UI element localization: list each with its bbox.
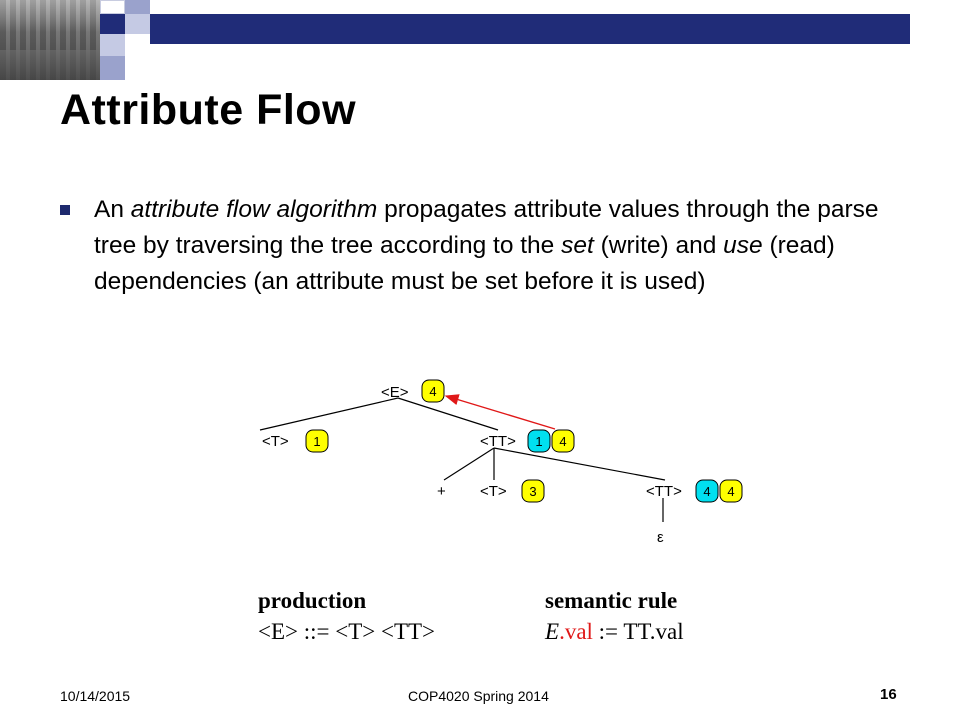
bullet-italic-term: attribute flow algorithm	[130, 196, 378, 223]
tree-node-T: <T>	[262, 433, 289, 450]
tree-edge	[398, 398, 498, 430]
attr-badge-e-val	[422, 380, 444, 402]
deco-square	[100, 56, 125, 80]
bullet-text-part: An	[94, 196, 131, 223]
attr-badge-tt2-out	[720, 480, 742, 502]
parse-tree-diagram	[250, 372, 770, 562]
footer-date: 10/14/2015	[60, 688, 131, 704]
semantic-rhs: := TT.val	[592, 619, 684, 644]
tree-node-TT2: <TT>	[646, 483, 682, 500]
production-header: production	[258, 588, 367, 613]
attr-badge-value: 4	[559, 434, 567, 449]
tree-edge	[260, 398, 398, 430]
attr-badge-tt-out	[552, 430, 574, 452]
deco-square	[125, 0, 150, 14]
attr-badge-value: 3	[529, 484, 537, 499]
slide-title: Attribute Flow	[60, 86, 357, 134]
bullet-text-part: propagates attribute values through the parse tree by traversing the tree according to the	[94, 196, 879, 259]
dependency-arrow	[446, 396, 555, 429]
header-bar	[150, 14, 910, 44]
deco-square	[100, 0, 125, 14]
bullet-text	[94, 192, 914, 300]
page-number: 16	[880, 686, 897, 703]
footer-course: COP4020 Spring 2014	[408, 688, 549, 704]
semantic-rule	[545, 619, 684, 645]
production-rule: <E> ::= <T> <TT>	[258, 619, 436, 644]
attr-badge-t-val	[306, 430, 328, 452]
tree-edge	[494, 448, 665, 480]
deco-square	[125, 14, 150, 34]
bullet-text-part: (write) and	[593, 232, 724, 259]
deco-square	[100, 14, 125, 34]
tree-node-plus: +	[437, 483, 446, 500]
attr-badge-tt-in	[528, 430, 550, 452]
bullet-italic-term: use	[723, 232, 763, 259]
tree-node-epsilon: ε	[657, 529, 664, 546]
tree-node-T2: <T>	[480, 483, 507, 500]
bullet-marker	[60, 205, 70, 215]
attr-badge-value: 4	[429, 384, 437, 399]
tree-node-TT: <TT>	[480, 433, 516, 450]
tree-edge	[444, 448, 494, 480]
attr-badge-tt2-in	[696, 480, 718, 502]
attr-badge-value: 4	[727, 484, 735, 499]
header-photo	[0, 0, 100, 80]
attr-badge-value: 1	[535, 434, 543, 449]
bullet-text-part: (read) dependencies (an attribute must be set before it is used)	[94, 232, 835, 295]
deco-square	[100, 34, 125, 56]
attr-badge-value: 4	[703, 484, 711, 499]
semantic-lhs-object: E	[545, 619, 560, 644]
semantic-rule-header: semantic rule	[545, 588, 678, 613]
bullet-italic-term: set	[561, 232, 594, 259]
semantic-lhs-attribute: .val	[559, 619, 593, 644]
attr-badge-t2-val	[522, 480, 544, 502]
tree-node-E: <E>	[381, 384, 409, 401]
attr-badge-value: 1	[313, 434, 321, 449]
deco-square	[125, 34, 150, 56]
